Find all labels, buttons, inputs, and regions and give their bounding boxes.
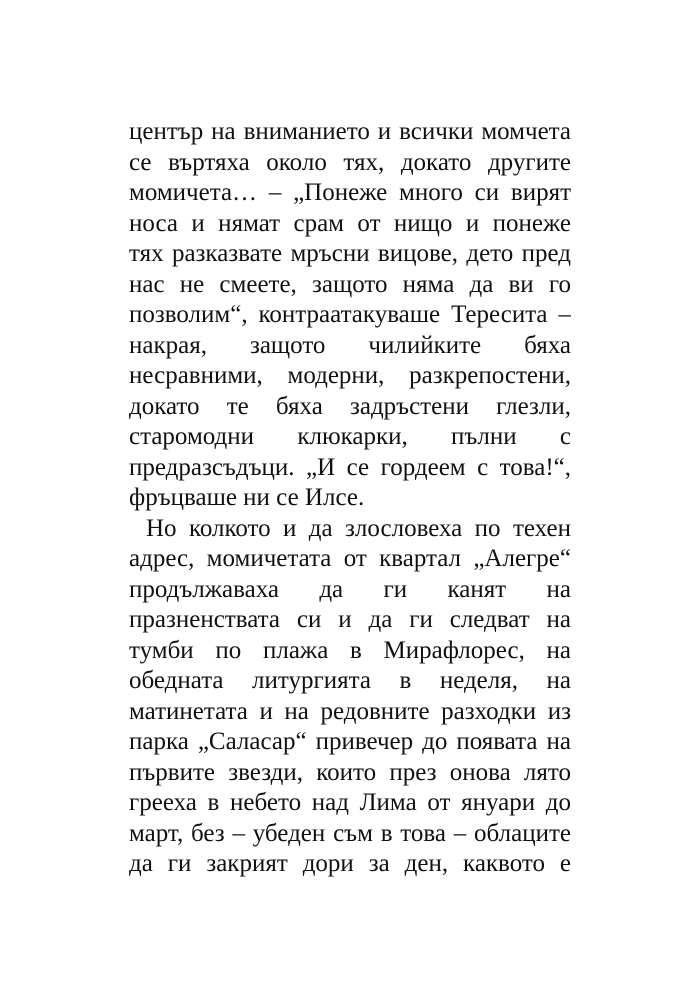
- text-line: фръцваше ни се Илсе.: [129, 484, 365, 511]
- text-line: парка „Саласар“ привечер до появата на: [129, 728, 571, 755]
- text-line: грееха в небето над Лима от януари до: [129, 789, 571, 816]
- page-text: [129, 117, 571, 880]
- text-line: тях разказвате мръсни вицове, дето пред: [129, 240, 571, 267]
- text-line: да ги закрият дори за ден, каквото е: [129, 850, 571, 877]
- text-line: нас не смеете, защото няма да ви го: [129, 270, 571, 298]
- text-line: първите звезди, които през онова лято: [129, 758, 571, 786]
- text-line: момичета… – „Понеже много си вирят: [129, 179, 571, 206]
- text-line: матинетата и на редовните разходки из: [129, 697, 571, 725]
- text-line: обедната литургията в неделя, на: [129, 667, 571, 694]
- text-line: март, без – убеден съм в това – облаците: [129, 819, 571, 847]
- text-line: докато те бяха задръстени глезли,: [129, 392, 571, 420]
- text-line: празненствата си и да ги следват на: [129, 606, 571, 633]
- text-line: предразсъдъци. „И се гордеем с това!“,: [129, 453, 571, 481]
- text-line: носа и нямат срам от нищо и понеже: [129, 209, 571, 237]
- text-line: старомодни клюкарки, пълни с: [129, 423, 571, 450]
- text-line: се въртяха около тях, докато другите: [129, 148, 571, 176]
- text-line: център на вниманието и всички момчета: [129, 118, 571, 145]
- text-line: накрая, защото чилийките бяха: [129, 331, 571, 359]
- text-line: продължаваха да ги канят на: [129, 575, 571, 603]
- text-line: адрес, момичетата от квартал „Алегре“: [129, 545, 571, 572]
- text-line: позволим“, контраатакуваше Тересита –: [129, 301, 571, 328]
- text-line: несравними, модерни, разкрепостени,: [129, 362, 571, 389]
- text-line: тумби по плажа в Мирафлорес, на: [129, 636, 571, 664]
- paragraph-first-line: Но колкото и да злословеха по техен: [146, 514, 571, 542]
